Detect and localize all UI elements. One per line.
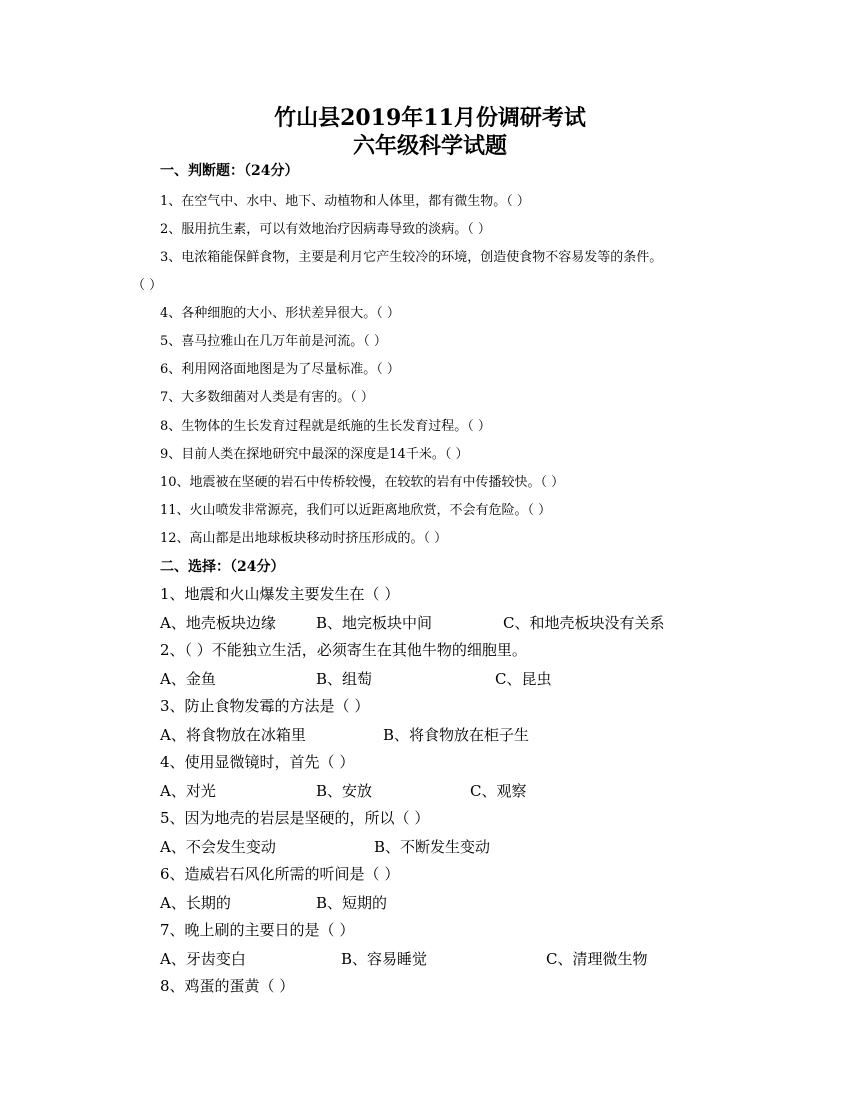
mc-q2-option-c: C、昆虫: [495, 670, 552, 688]
section1-heading: 一、判断题：（24分）: [160, 163, 299, 179]
mc-question-2: 2、（ ）不能独立生活，必须寄生在其他牛物的细胞里。: [160, 641, 527, 659]
mc-question-3: 3、防止食物发霉的方法是（ ）: [160, 697, 370, 715]
tf-item-4: 4、各种细胞的大小、形状差异很大。（ ）: [160, 306, 400, 321]
tf-item-2: 2、服用抗生素，可以有效地治疗因病毒导致的淡病。（ ）: [160, 222, 491, 237]
exam-title: 竹山县2019年11月份调研考试: [274, 105, 586, 131]
mc-q4-option-b: B、安放: [316, 782, 373, 800]
exam-subtitle: 六年级科学试题: [352, 133, 507, 159]
tf-item-5: 5、喜马拉雅山在几万年前是河流。（ ）: [160, 334, 387, 349]
tf-item-8: 8、生物体的生长发育过程就是纸施的生长发育过程。（ ）: [160, 419, 491, 434]
mc-q4-option-a: A、对光: [160, 782, 216, 800]
mc-q2-option-b: B、组萄: [316, 670, 373, 688]
mc-q7-option-c: C、清理微生物: [546, 950, 648, 968]
mc-q5-option-a: A、不会发生变动: [160, 838, 276, 856]
mc-question-6: 6、造威岩石风化所需的听间是（ ）: [160, 865, 400, 883]
section2-heading: 二、选择：（24分）: [160, 559, 285, 575]
mc-question-7: 7、晚上刷的主要日的是（ ）: [160, 921, 355, 939]
tf-item-1: 1、在空气中、水中、地下、动植物和人体里，都有微生物。（ ）: [160, 194, 530, 209]
tf-item-7: 7、大多数细菌对人类是有害的。（ ）: [160, 390, 374, 405]
mc-q7-option-b: B、容易睡觉: [341, 950, 428, 968]
tf-item-9: 9、目前人类在探地研究中最深的深度是14千米。（ ）: [160, 447, 469, 462]
mc-q4-option-c: C、观察: [470, 782, 527, 800]
mc-question-8: 8、鸡蛋的蛋黄（ ）: [160, 977, 295, 995]
mc-q1-option-b: B、地完板块中间: [316, 614, 433, 632]
mc-q7-option-a: A、牙齿变白: [160, 950, 246, 968]
tf-item-12: 12、高山都是出地球板块移动时挤压形成的。（ ）: [160, 531, 448, 546]
mc-q2-option-a: A、金鱼: [160, 670, 216, 688]
tf-item-10: 10、地震被在坚硬的岩石中传桥较慢，在较软的岩有中传播较快。（ ）: [160, 475, 565, 490]
tf-item-3: 3、电浓箱能保鲜食物，主要是利月它产生较冷的环境，创造使食物不容易发等的条件。: [160, 250, 663, 265]
mc-question-4: 4、使用显微镜时，首先（ ）: [160, 753, 355, 771]
mc-q6-option-a: A、长期的: [160, 894, 231, 912]
mc-question-1: 1、地震和火山爆发主要发生在（ ）: [160, 585, 400, 603]
tf-item-6: 6、利用网洛面地图是为了尽量标准。（ ）: [160, 362, 400, 377]
mc-q5-option-b: B、不断发生变动: [374, 838, 491, 856]
tf-item-3-bracket: （ ）: [132, 278, 163, 293]
tf-item-11: 11、火山喷发非常源亮，我们可以近距离地欣赏，不会有危险。（ ）: [160, 503, 552, 518]
mc-q3-option-b: B、将食物放在柜子生: [383, 726, 530, 744]
mc-q3-option-a: A、将食物放在冰箱里: [160, 726, 306, 744]
mc-q1-option-a: A、地壳板块边缘: [160, 614, 276, 632]
mc-q6-option-b: B、短期的: [316, 894, 388, 912]
mc-q1-option-c: C、和地壳板块没有关系: [503, 614, 665, 632]
mc-question-5: 5、因为地壳的岩层是坚硬的，所以（ ）: [160, 809, 430, 827]
